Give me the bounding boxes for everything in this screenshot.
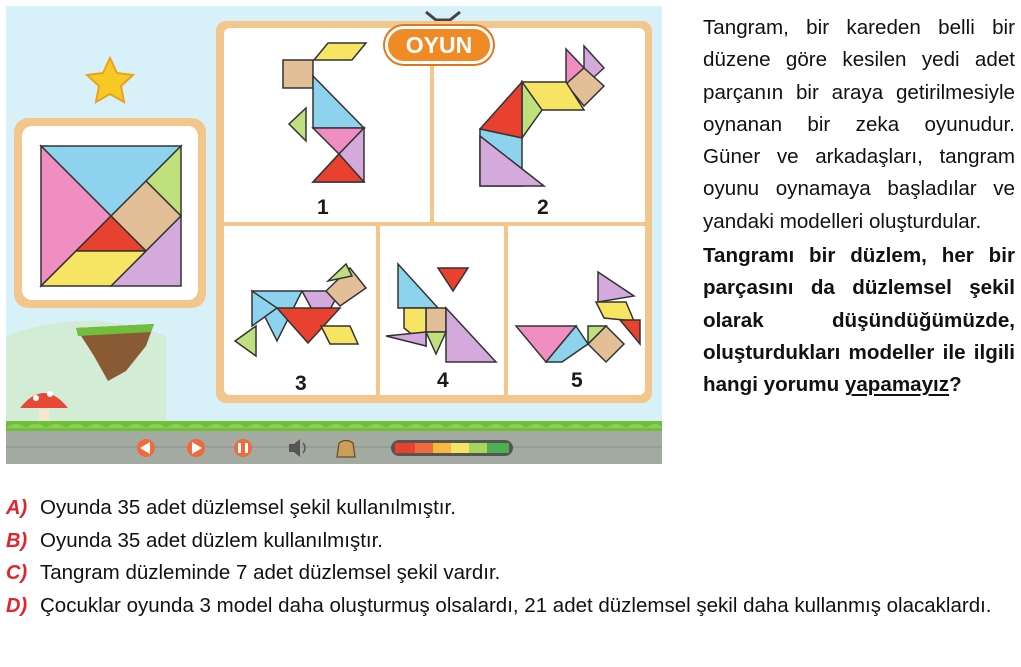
option-b-text: Oyunda 35 adet düzlem kullanılmıştır. [40,528,383,552]
question-emphasis: yapamayız [844,373,950,397]
game-illustration [6,6,662,464]
question-stem [703,240,1015,401]
option-d-text: Çocuklar oyunda 3 model daha oluşturmuş olsalardı, 21 adet düzlemsel şekil daha kullanmış olacaklardı. [40,593,992,617]
option-a-letter: A) [6,497,28,519]
pause-button[interactable] [234,439,252,457]
model-number-3: 3 [295,372,307,395]
option-b-letter: B) [6,529,28,552]
model-number-4: 4 [437,369,449,392]
question-intro: Tangram, bir kareden belli bir düzene göre kesilen yedi adet parçanın bir araya getirilmesiyle oynanan bir zeka oyunudur. Güner ve arkadaşları, tangram oyunu oynamaya başladılar ve yandaki modelleri oluşturdular. [703,16,1015,233]
question-stem-prefix: Tangramı bir düzlem, her bir parçasını da düzlemsel şekil olarak düşündüğümüzde, oluşturdukları modeller ile ilgili hangi yorumu [703,244,1015,397]
option-d-letter: D) [6,594,28,617]
bag-icon[interactable] [337,441,355,458]
option-a[interactable] [6,492,1016,525]
question-text [703,12,1015,402]
option-a-text: Oyunda 35 adet düzlemsel şekil kullanılmıştır. [40,496,456,519]
option-c-text: Tangram düzleminde 7 adet düzlemsel şekil vardır. [40,561,501,584]
ground-strip [6,421,662,464]
option-c-letter: C) [6,562,28,584]
question-stem-suffix: ? [949,373,962,397]
game-title-tag: OYUN [385,26,493,64]
option-c[interactable] [6,557,1016,590]
tangram-square-panel [14,118,206,308]
model-number-2: 2 [537,196,549,219]
forward-button[interactable] [187,439,205,457]
answer-options [6,492,1016,622]
back-button[interactable] [137,439,155,457]
option-d[interactable] [6,590,1016,623]
model-number-5: 5 [571,369,583,392]
progress-bar [391,440,513,456]
model-number-1: 1 [317,196,329,219]
option-b[interactable] [6,525,1016,558]
